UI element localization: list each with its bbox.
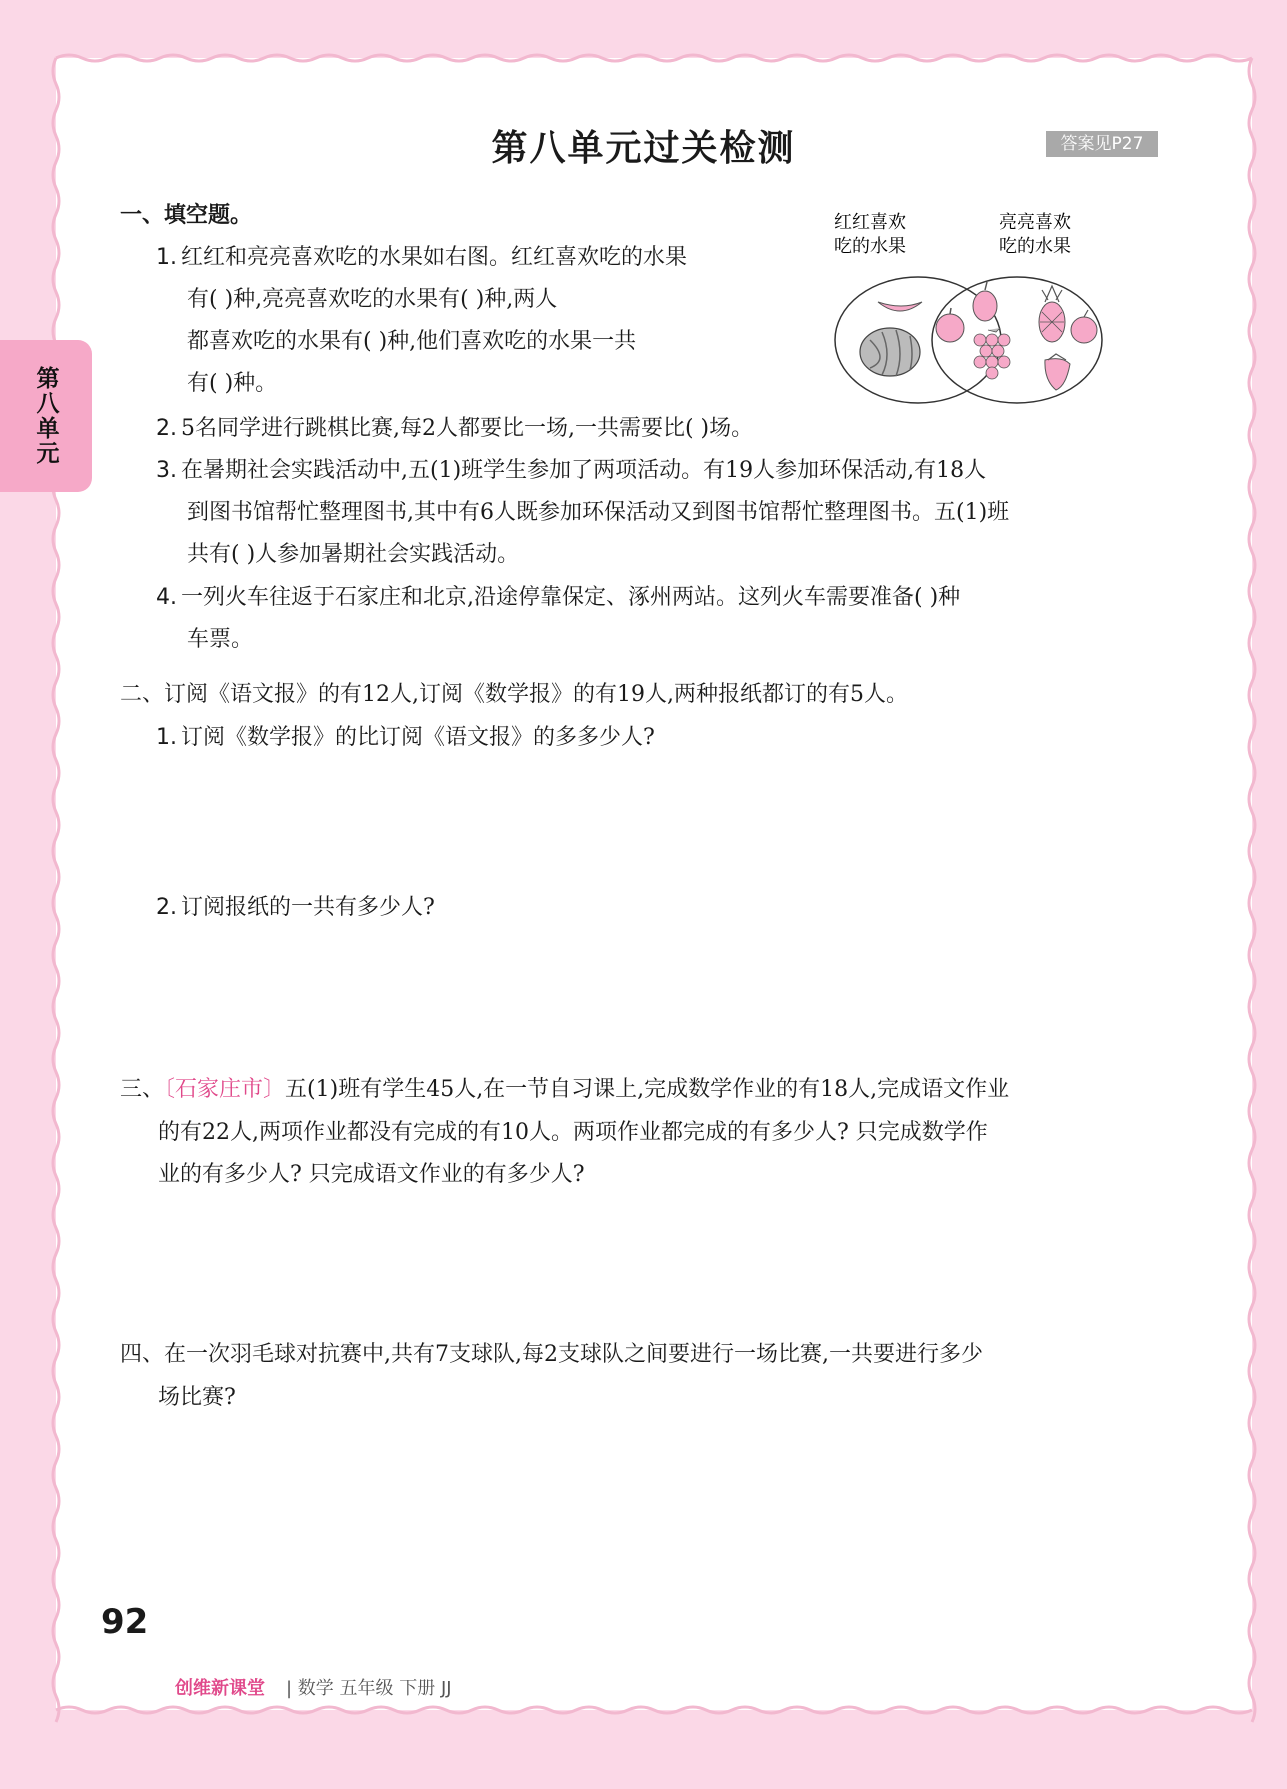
q1-line-1: 1. 红红和亮亮喜欢吃的水果如右图。红红喜欢吃的水果 — [156, 245, 688, 270]
q4-line-2: 车票。 — [187, 627, 254, 652]
section3-line-3: 业的有多少人? 只完成语文作业的有多少人? — [158, 1162, 585, 1187]
watermelon-icon — [860, 328, 920, 376]
q2-line: 2. 5名同学进行跳棋比赛,每2人都要比一场,一共需要比( )场。 — [156, 416, 754, 441]
section2-q1-number: 1. — [156, 725, 177, 750]
section2-q1: 1. 订阅《数学报》的比订阅《语文报》的多多少人? — [156, 725, 655, 750]
venn-label-left-2: 吃的水果 — [834, 236, 906, 257]
q3-number: 3. — [156, 458, 177, 483]
section2-heading: 二、订阅《语文报》的有12人,订阅《数学报》的有19人,两种报纸都订的有5人。 — [120, 682, 908, 707]
q3-line-1: 3. 在暑期社会实践活动中,五(1)班学生参加了两项活动。有19人参加环保活动,有18人 — [156, 458, 987, 483]
pear-icon — [973, 282, 997, 321]
unit-side-tab-label: 第八单元 — [32, 366, 59, 466]
venn-label-left-1: 红红喜欢 — [834, 212, 906, 233]
venn-label-right-2: 吃的水果 — [999, 236, 1071, 257]
q4-line-1: 4. 一列火车往返于石家庄和北京,沿途停靠保定、涿州两站。这列火车需要准备( )种 — [156, 585, 961, 610]
section3-source-tag: 〔石家庄市〕 — [164, 1077, 286, 1102]
section3-line-1: 三、〔石家庄市〕五(1)班有学生45人,在一节自习课上,完成数学作业的有18人,完成语文作业 — [120, 1077, 1010, 1102]
q2-number: 2. — [156, 416, 177, 441]
q1-line-4: 有( )种。 — [187, 371, 278, 396]
q3-line-2: 到图书馆帮忙整理图书,其中有6人既参加环保活动又到图书馆帮忙整理图书。五(1)班 — [187, 500, 1010, 525]
section1-heading: 一、填空题。 — [120, 203, 253, 228]
venn-diagram-fruits — [830, 210, 1130, 410]
section2-q2: 2. 订阅报纸的一共有多少人? — [156, 895, 435, 920]
banana-icon — [878, 302, 922, 311]
peach-icon — [1071, 310, 1097, 343]
section4-line-1: 四、在一次羽毛球对抗赛中,共有7支球队,每2支球队之间要进行一场比赛,一共要进行多少 — [120, 1342, 983, 1367]
grapes-icon — [974, 328, 1010, 379]
q4-number: 4. — [156, 585, 177, 610]
q1-line-2: 有( )种,亮亮喜欢吃的水果有( )种,两人 — [187, 287, 558, 312]
section3-prefix: 三、 — [120, 1077, 165, 1102]
section2-q2-number: 2. — [156, 895, 177, 920]
page-title: 第八单元过关检测 — [491, 128, 796, 169]
answer-reference-badge: 答案见P27 — [1046, 131, 1158, 157]
footer-brand: 创维新课堂 — [175, 1678, 265, 1699]
q3-line-3: 共有( )人参加暑期社会实践活动。 — [187, 542, 520, 567]
unit-side-tab — [0, 340, 92, 492]
footer-book-info: | 数学 五年级 下册 JJ — [286, 1678, 452, 1699]
q1-number: 1. — [156, 245, 177, 270]
strawberry-icon — [1045, 354, 1070, 390]
q1-line-3: 都喜欢吃的水果有( )种,他们喜欢吃的水果一共 — [187, 329, 637, 354]
venn-label-right-1: 亮亮喜欢 — [999, 212, 1071, 233]
section3-line-2: 的有22人,两项作业都没有完成的有10人。两项作业都完成的有多少人? 只完成数学作 — [158, 1120, 988, 1145]
section4-line-2: 场比赛? — [158, 1385, 236, 1410]
pineapple-icon — [1039, 286, 1065, 342]
page-number: 92 — [101, 1602, 149, 1642]
